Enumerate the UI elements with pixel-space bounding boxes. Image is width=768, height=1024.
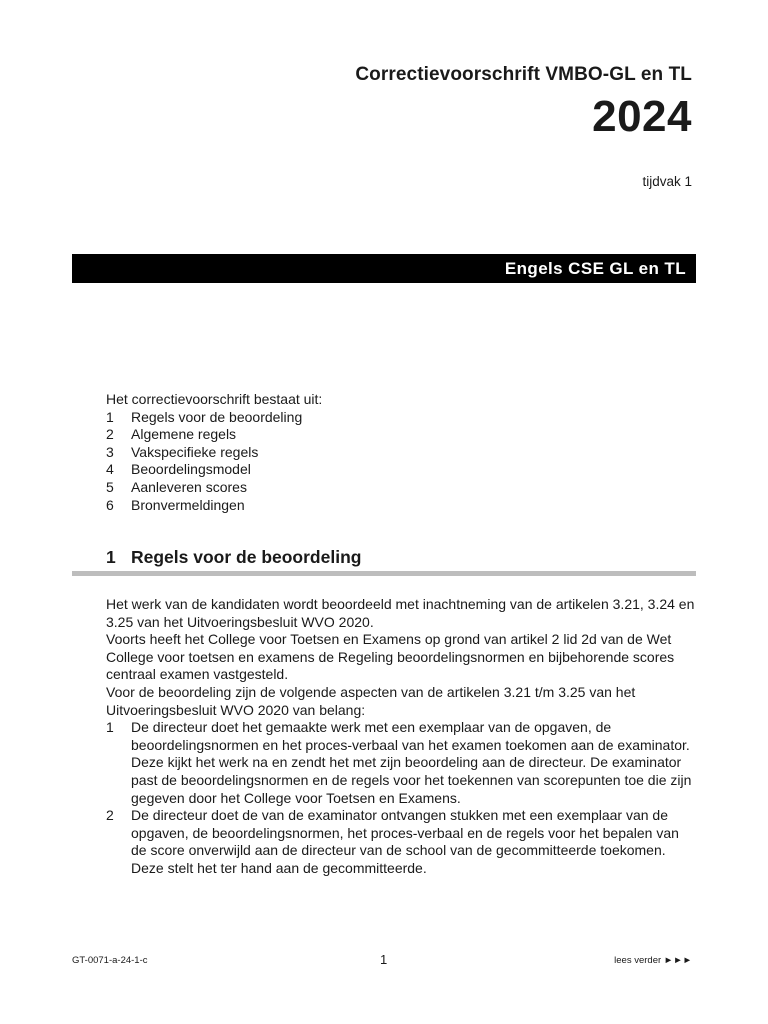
section-heading bbox=[106, 547, 361, 568]
contents-item-label: Bronvermeldingen bbox=[131, 496, 245, 513]
contents-item bbox=[106, 444, 706, 462]
rules-list bbox=[106, 719, 696, 877]
contents-item bbox=[106, 426, 706, 444]
section-body bbox=[106, 596, 696, 878]
contents-item-label: Algemene regels bbox=[131, 426, 237, 443]
body-paragraph: Voorts heeft het College voor Toetsen en Examens op grond van artikel 2 lid 2d van de Wet College voor toetsen en examens de Regeling beoordelingsnormen en bijbehorende scores centraal examen vastgesteld. bbox=[106, 631, 675, 683]
contents-item-label: Beoordelingsmodel bbox=[131, 461, 251, 478]
contents-item bbox=[106, 461, 706, 479]
contents-item-label: Vakspecifieke regels bbox=[131, 443, 259, 460]
rule-number: 1 bbox=[106, 719, 114, 736]
contents-item bbox=[106, 497, 706, 515]
contents-item bbox=[106, 409, 706, 427]
contents-item-number: 3 bbox=[106, 443, 114, 460]
document-year: 2024 bbox=[592, 92, 692, 141]
contents-item-number: 2 bbox=[106, 426, 114, 443]
contents-item-number: 6 bbox=[106, 496, 114, 513]
contents-item-number: 5 bbox=[106, 478, 114, 495]
rule-number: 2 bbox=[106, 807, 114, 824]
continue-indicator: lees verder ►►► bbox=[614, 955, 692, 966]
contents-list bbox=[106, 409, 706, 515]
contents-item-label: Aanleveren scores bbox=[131, 478, 247, 495]
contents-item-label: Regels voor de beoordeling bbox=[131, 408, 303, 425]
contents-intro: Het correctievoorschrift bestaat uit: bbox=[106, 391, 323, 407]
rule-text: De directeur doet de van de examinator ontvangen stukken met een exemplaar van de opgaven, de beoordelingsnormen, het proces-verbaal en de regels voor het bepalen van de score onverwijld aan de directeur van de school van de gecommitteerde toekomen. Deze stelt het ter hand aan de gecommitteerde. bbox=[131, 807, 679, 876]
contents-item-number: 1 bbox=[106, 408, 114, 425]
rule-item bbox=[106, 719, 696, 807]
body-paragraph: Voor de beoordeling zijn de volgende aspecten van de artikelen 3.21 t/m 3.25 van het Uitvoeringsbesluit WVO 2020 van belang: bbox=[106, 683, 636, 718]
section-number: 1 bbox=[106, 547, 116, 567]
contents-block bbox=[106, 391, 706, 514]
contents-item bbox=[106, 479, 706, 497]
contents-item-number: 4 bbox=[106, 461, 114, 478]
document-title: Correctievoorschrift VMBO-GL en TL bbox=[355, 64, 692, 85]
section-title: Regels voor de beoordeling bbox=[131, 547, 362, 567]
footer-code: GT-0071-a-24-1-c bbox=[72, 955, 148, 966]
page-number: 1 bbox=[380, 952, 388, 967]
subject-bar: Engels CSE GL en TL bbox=[72, 254, 696, 283]
exam-period: tijdvak 1 bbox=[642, 174, 692, 189]
rule-text: De directeur doet het gemaakte werk met een exemplaar van de opgaven, de beoordelingsnormen en het proces-verbaal van het examen toekomen aan de examinator. Deze kijkt het werk na en zendt het met zijn beoordeling aan de directeur. De examinator past de beoordelingsnormen en de regels voor het toekennen van scorepunten toe die zijn gegeven door het College voor Toetsen en Examens. bbox=[131, 719, 692, 806]
rule-item bbox=[106, 807, 696, 877]
section-divider bbox=[72, 571, 696, 576]
body-paragraph: Het werk van de kandidaten wordt beoordeeld met inachtneming van de artikelen 3.21, 3.24 en 3.25 van het Uitvoeringsbesluit WVO 2020. bbox=[106, 596, 695, 630]
